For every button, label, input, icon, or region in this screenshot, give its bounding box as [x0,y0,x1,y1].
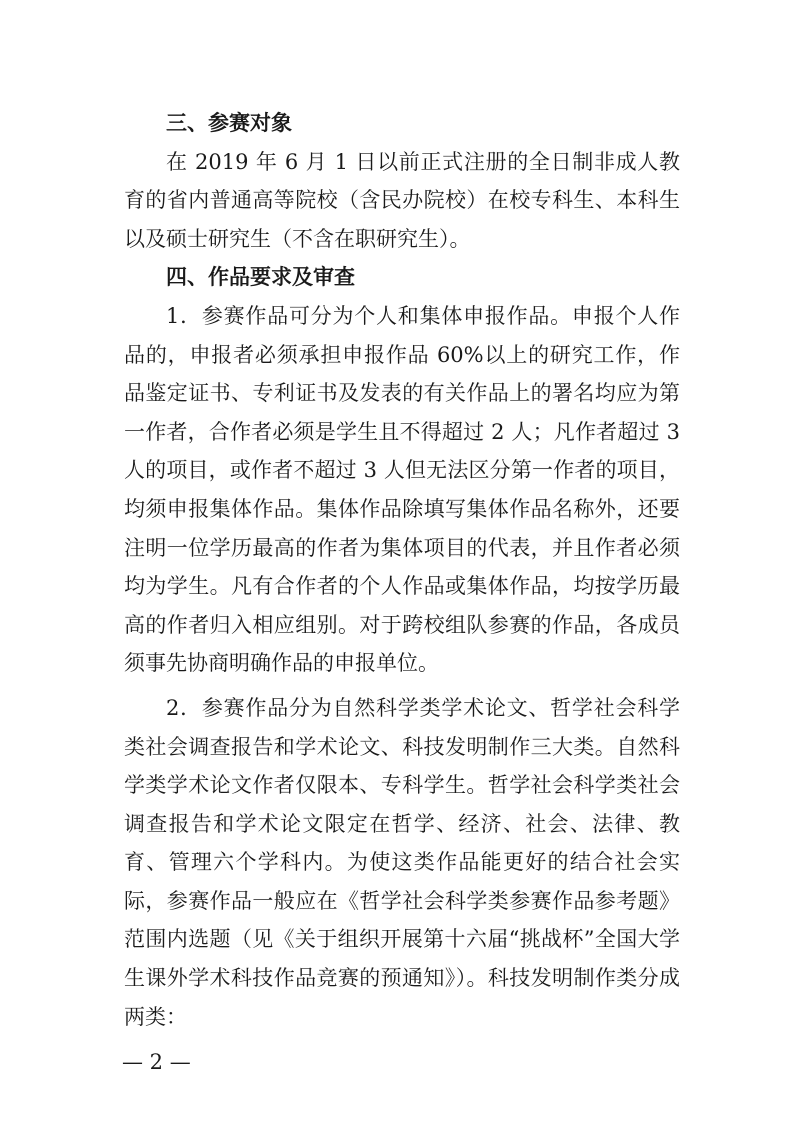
section-heading-participants: 三、参赛对象 [166,111,292,135]
paragraph-requirement-1: 1．参赛作品可分为个人和集体申报作品。申报个人作品的，申报者必须承担申报作品 60%以上的研究工作，作品鉴定证书、专利证书及发表的有关作品上的署名均应为第一作者，合作者必须是学生且不得超过 2 人；凡作者超过 3 人的项目，或作者不超过 3 人但无法区分第一作者的项目，均须申报集体作品。集体作品除填写集体作品名称外，还要注明一位学历最高的作者为集体项目的代表，并且作者必须均为学生。凡有合作者的个人作品或集体作品，均按学历最高的作者归入相应组别。对于跨校组队参赛的作品，各成员须事先协商明确作品的申报单位。 [124,303,680,676]
paragraph-participants: 在 2019 年 6 月 1 日以前正式注册的全日制非成人教育的省内普通高等院校（含民办院校）在校专科生、本科生以及硕士研究生（不含在职研究生）。 [124,149,680,251]
document-body [124,104,680,1036]
paragraph-requirement-2: 2．参赛作品分为自然科学类学术论文、哲学社会科学类社会调查报告和学术论文、科技发明制作三大类。自然科学类学术论文作者仅限本、专科学生。哲学社会科学类社会调查报告和学术论文限定在哲学、经济、社会、法律、教育、管理六个学科内。为使这类作品能更好的结合社会实际，参赛作品一般应在《哲学社会科学类参赛作品参考题》范围内选题（见《关于组织开展第十六届“挑战杯”全国大学生课外学术科技作品竞赛的预通知》）。科技发明制作类分成两类： [124,695,680,1029]
section-heading-requirements: 四、作品要求及审查 [166,265,355,290]
page-number: — 2 — [122,1050,191,1074]
